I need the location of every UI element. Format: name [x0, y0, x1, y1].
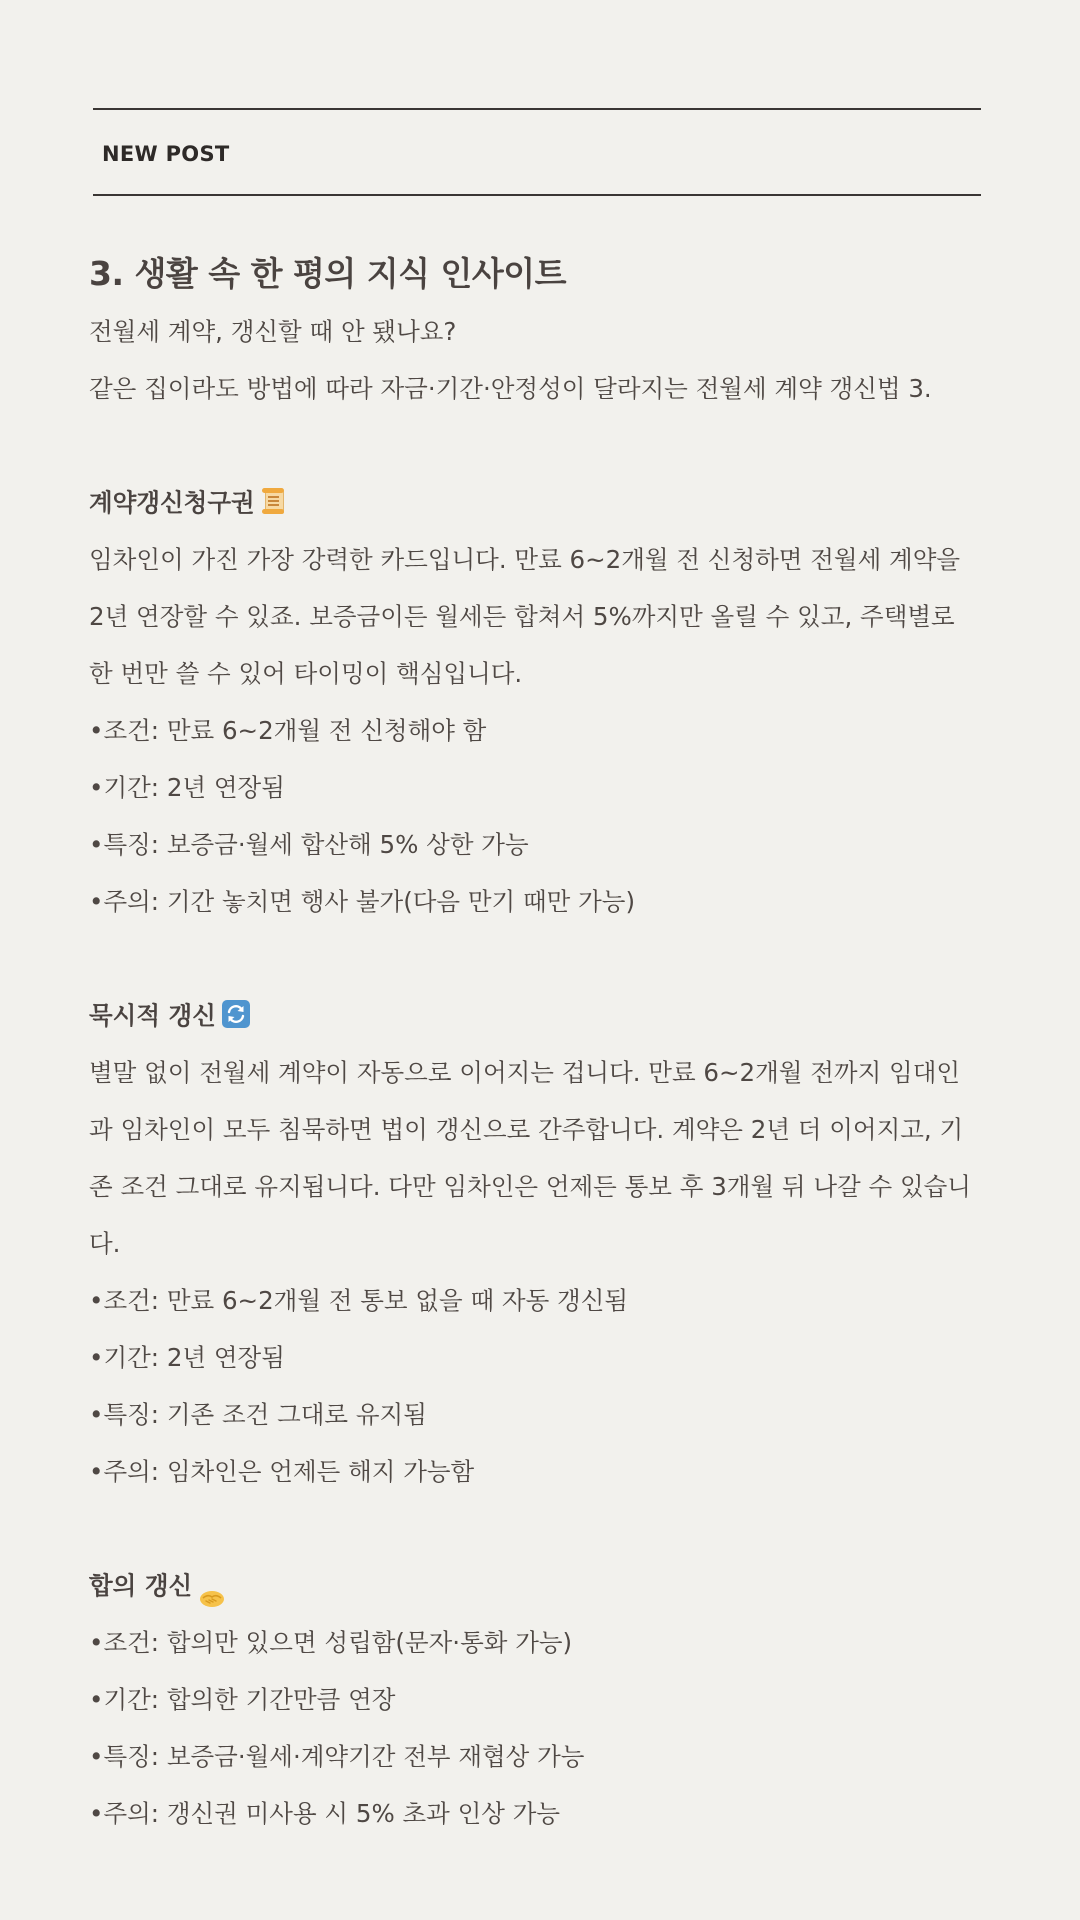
section-title	[89, 987, 994, 1044]
post-subtitle: 전월세 계약, 갱신할 때 안 됐나요?	[89, 317, 457, 346]
bullet-item: •특징: 기존 조건 그대로 유지됨	[89, 1400, 427, 1429]
section-title-text: 합의 갱신	[89, 1571, 193, 1600]
section-agreed-renewal	[89, 1557, 994, 1842]
post-body	[89, 245, 994, 1842]
bullet-item: •특징: 보증금·월세·계약기간 전부 재협상 가능	[89, 1742, 585, 1771]
bullet-item: •주의: 기간 놓치면 행사 불가(다음 만기 때만 가능)	[89, 887, 636, 916]
section-title-text: 묵시적 갱신	[89, 1001, 216, 1030]
post-intro: 같은 집이라도 방법에 따라 자금·기간·안정성이 달라지는 전월세 계약 갱신법 3.	[89, 374, 932, 403]
section-implied-renewal	[89, 987, 994, 1500]
bullet-item: •주의: 갱신권 미사용 시 5% 초과 인상 가능	[89, 1799, 561, 1828]
bullet-item: •조건: 만료 6~2개월 전 신청해야 함	[89, 716, 487, 745]
scroll-icon	[261, 488, 285, 514]
section-title	[89, 1557, 994, 1614]
post-title: 3. 생활 속 한 평의 지식 인사이트	[89, 254, 566, 293]
paragraph-line: 다.	[89, 1229, 121, 1258]
bullet-item: •주의: 임차인은 언제든 해지 가능함	[89, 1457, 475, 1486]
handshake-icon	[198, 1573, 226, 1595]
paragraph-line: 임차인이 가진 가장 강력한 카드입니다. 만료 6~2개월 전 신청하면 전월세 계약을	[89, 545, 961, 574]
bullet-item: •조건: 만료 6~2개월 전 통보 없을 때 자동 갱신됨	[89, 1286, 629, 1315]
paragraph-line: 2년 연장할 수 있죠. 보증금이든 월세든 합쳐서 5%까지만 올릴 수 있고, 주택별로	[89, 602, 955, 631]
bullet-item: •기간: 합의한 기간만큼 연장	[89, 1685, 396, 1714]
section-renewal-right	[89, 474, 994, 930]
section-title	[89, 474, 994, 531]
spacer	[89, 930, 994, 987]
paragraph-line: 과 임차인이 모두 침묵하면 법이 갱신으로 간주합니다. 계약은 2년 더 이어지고, 기	[89, 1115, 964, 1144]
paragraph-line: 존 조건 그대로 유지됩니다. 다만 임차인은 언제든 통보 후 3개월 뒤 나갈 수 있습니	[89, 1172, 971, 1201]
bullet-item: •조건: 합의만 있으면 성립함(문자·통화 가능)	[89, 1628, 573, 1657]
new-post-label: NEW POST	[102, 142, 230, 166]
refresh-icon	[222, 1000, 250, 1028]
paragraph-line: 별말 없이 전월세 계약이 자동으로 이어지는 겁니다. 만료 6~2개월 전까지 임대인	[89, 1058, 961, 1087]
bullet-item: •기간: 2년 연장됨	[89, 1343, 285, 1372]
paragraph-line: 한 번만 쓸 수 있어 타이밍이 핵심입니다.	[89, 659, 523, 688]
section-title-text: 계약갱신청구권	[89, 488, 255, 517]
post-header	[93, 108, 981, 196]
spacer	[89, 417, 994, 474]
bullet-item: •기간: 2년 연장됨	[89, 773, 285, 802]
bullet-item: •특징: 보증금·월세 합산해 5% 상한 가능	[89, 830, 529, 859]
spacer	[89, 1500, 994, 1557]
